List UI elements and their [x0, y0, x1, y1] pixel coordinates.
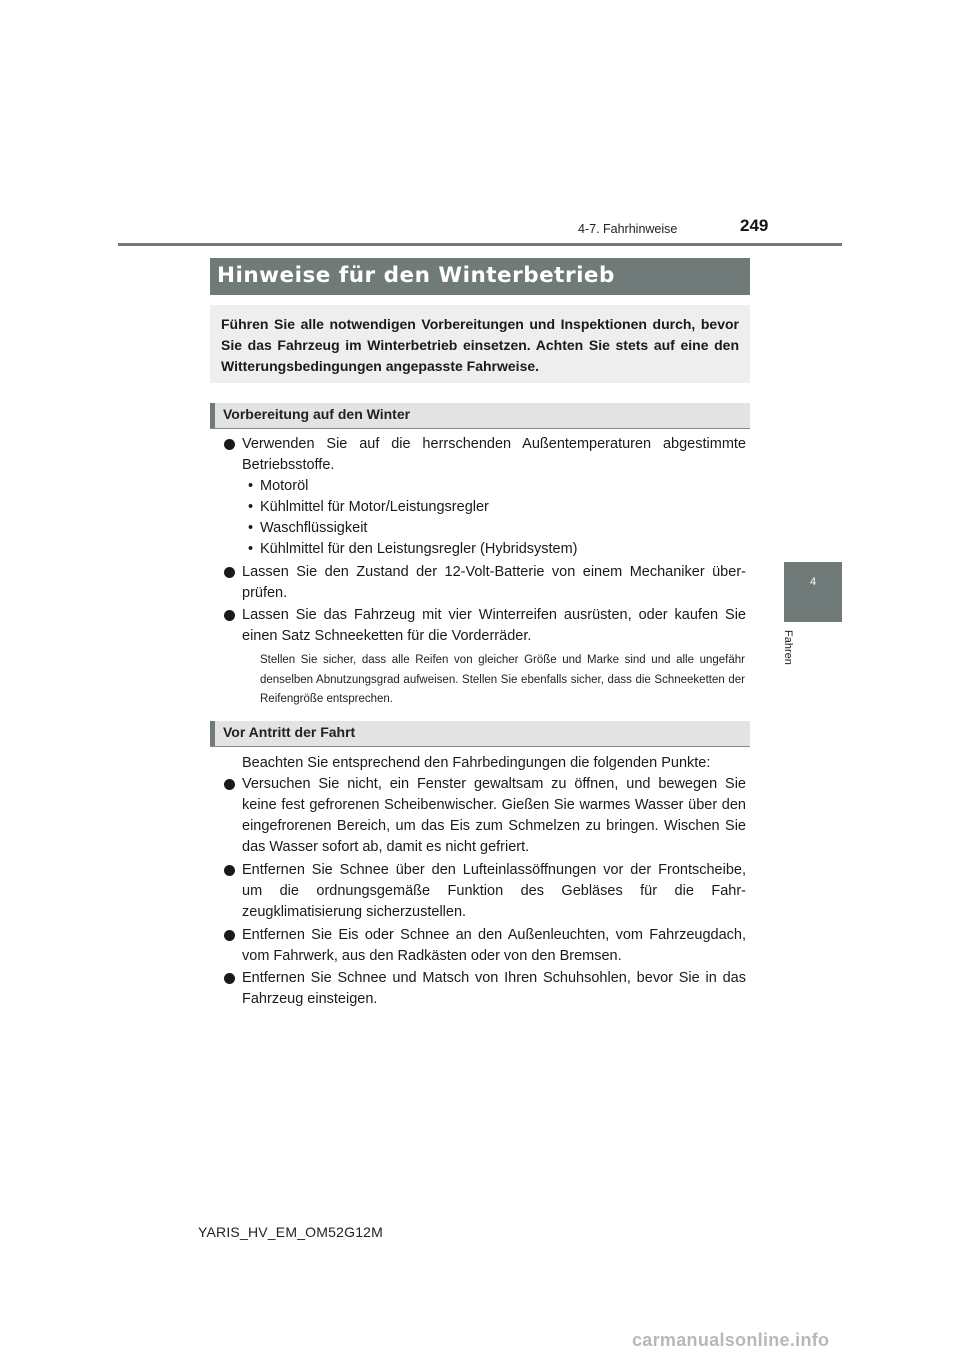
- tire-note: Stellen Sie sicher, dass alle Reifen von gleicher Größe und Marke sind und alle ungefähr denselben Abnutzungsgrad aufweisen. Stellen Sie ebenfalls sicher, dass die Schneeketten der Reifengröße entsprechen.: [260, 654, 745, 705]
- sub-list-item: [248, 476, 308, 497]
- sub-list-item-text: Kühlmittel für den Leistungsregler (Hybridsystem): [260, 541, 578, 557]
- sub-bullet-icon: •: [248, 478, 254, 494]
- list-item: [222, 860, 746, 923]
- list-item: [222, 774, 746, 858]
- list-item-text: Verwenden Sie auf die herrschenden Außentemperaturen abgestimmte Betriebsstoffe.: [242, 436, 746, 473]
- bullet-icon: [224, 439, 235, 450]
- bullet-icon: [224, 610, 235, 621]
- section-heading-text: Vor Antritt der Fahrt: [223, 724, 356, 740]
- sub-list-item-text: Kühlmittel für Motor/Leistungsregler: [260, 499, 489, 515]
- sub-bullet-icon: •: [248, 499, 254, 515]
- document-code: YARIS_HV_EM_OM52G12M: [198, 1224, 384, 1240]
- bullet-icon: [224, 973, 235, 984]
- bullet-icon: [224, 779, 235, 790]
- sub-list-item: [248, 539, 578, 560]
- list-item-text: Lassen Sie das Fahrzeug mit vier Winterreifen ausrüsten, oder kaufen Sie einen Satz Schneeketten für die Vorderräder.: [242, 607, 746, 644]
- list-item: [222, 562, 746, 604]
- list-item: [222, 434, 746, 476]
- chapter-label: Fahren: [782, 630, 794, 665]
- page-title: Hinweise für den Winterbetrieb: [217, 263, 615, 288]
- intro-text: Führen Sie alle notwendigen Vorbereitungen und Inspektionen durch, bevor Sie das Fahrzeug im Winterbetrieb einsetzen. Achten Sie stets auf eine den Witterungsbedingungen angepasste Fahrweise.: [221, 316, 739, 374]
- chapter-number: 4: [809, 576, 817, 588]
- chapter-tab: [784, 562, 842, 622]
- heading-accent: [210, 721, 215, 746]
- section-lead-text: Beachten Sie entsprechend den Fahrbedingungen die folgenden Punkte:: [242, 755, 711, 771]
- list-item: [222, 925, 746, 967]
- header-divider: [118, 243, 842, 246]
- page-number: 249: [740, 216, 769, 235]
- bullet-icon: [224, 567, 235, 578]
- list-item: [222, 968, 746, 1010]
- bullet-icon: [224, 865, 235, 876]
- sub-bullet-icon: •: [248, 541, 254, 557]
- sub-list-item-text: Motoröl: [260, 478, 309, 494]
- intro-box: [210, 305, 750, 383]
- sub-list-item: [248, 497, 489, 518]
- header-section-title: 4-7. Fahrhinweise: [578, 222, 678, 236]
- section-heading-before-driving: [210, 721, 750, 747]
- watermark: carmanualsonline.info: [632, 1330, 830, 1350]
- list-item-text: Entfernen Sie Schnee und Matsch von Ihren Schuhsohlen, bevor Sie in das Fahrzeug einsteigen.: [242, 970, 746, 1007]
- list-item: [222, 605, 746, 647]
- list-item-text: Entfernen Sie Eis oder Schnee an den Außenleuchten, vom Fahrzeugdach, vom Fahrwerk, aus den Radkästen oder von den Bremsen.: [242, 927, 746, 964]
- page-title-bar: [210, 258, 750, 295]
- list-item-text: Lassen Sie den Zustand der 12-Volt-Batterie von einem Mechaniker überprüfen.: [242, 564, 746, 601]
- heading-accent: [210, 403, 215, 428]
- sub-bullet-icon: •: [248, 520, 254, 536]
- section-heading-text: Vorbereitung auf den Winter: [223, 406, 411, 422]
- chapter-label-container: [782, 630, 812, 670]
- list-item-text: Entfernen Sie Schnee über den Lufteinlassöffnungen vor der Frontscheibe, um die ordnungsgemäße Funktion des Gebläses für die Fahrzeugklimatisierung sicherzustellen.: [242, 862, 746, 920]
- list-item-text: Versuchen Sie nicht, ein Fenster gewaltsam zu öffnen, und bewegen Sie keine fest gefrorenen Scheibenwischer. Gießen Sie warmes Wasser über den eingefrorenen Bereich, um das Eis zum Schmelzen zu bringen. Wischen Sie das Wasser sofort ab, damit es nicht gefriert.: [242, 776, 746, 855]
- sub-list-item-text: Waschflüssigkeit: [260, 520, 368, 536]
- section-heading-winter-preparation: [210, 403, 750, 429]
- bullet-icon: [224, 930, 235, 941]
- sub-list-item: [248, 518, 367, 539]
